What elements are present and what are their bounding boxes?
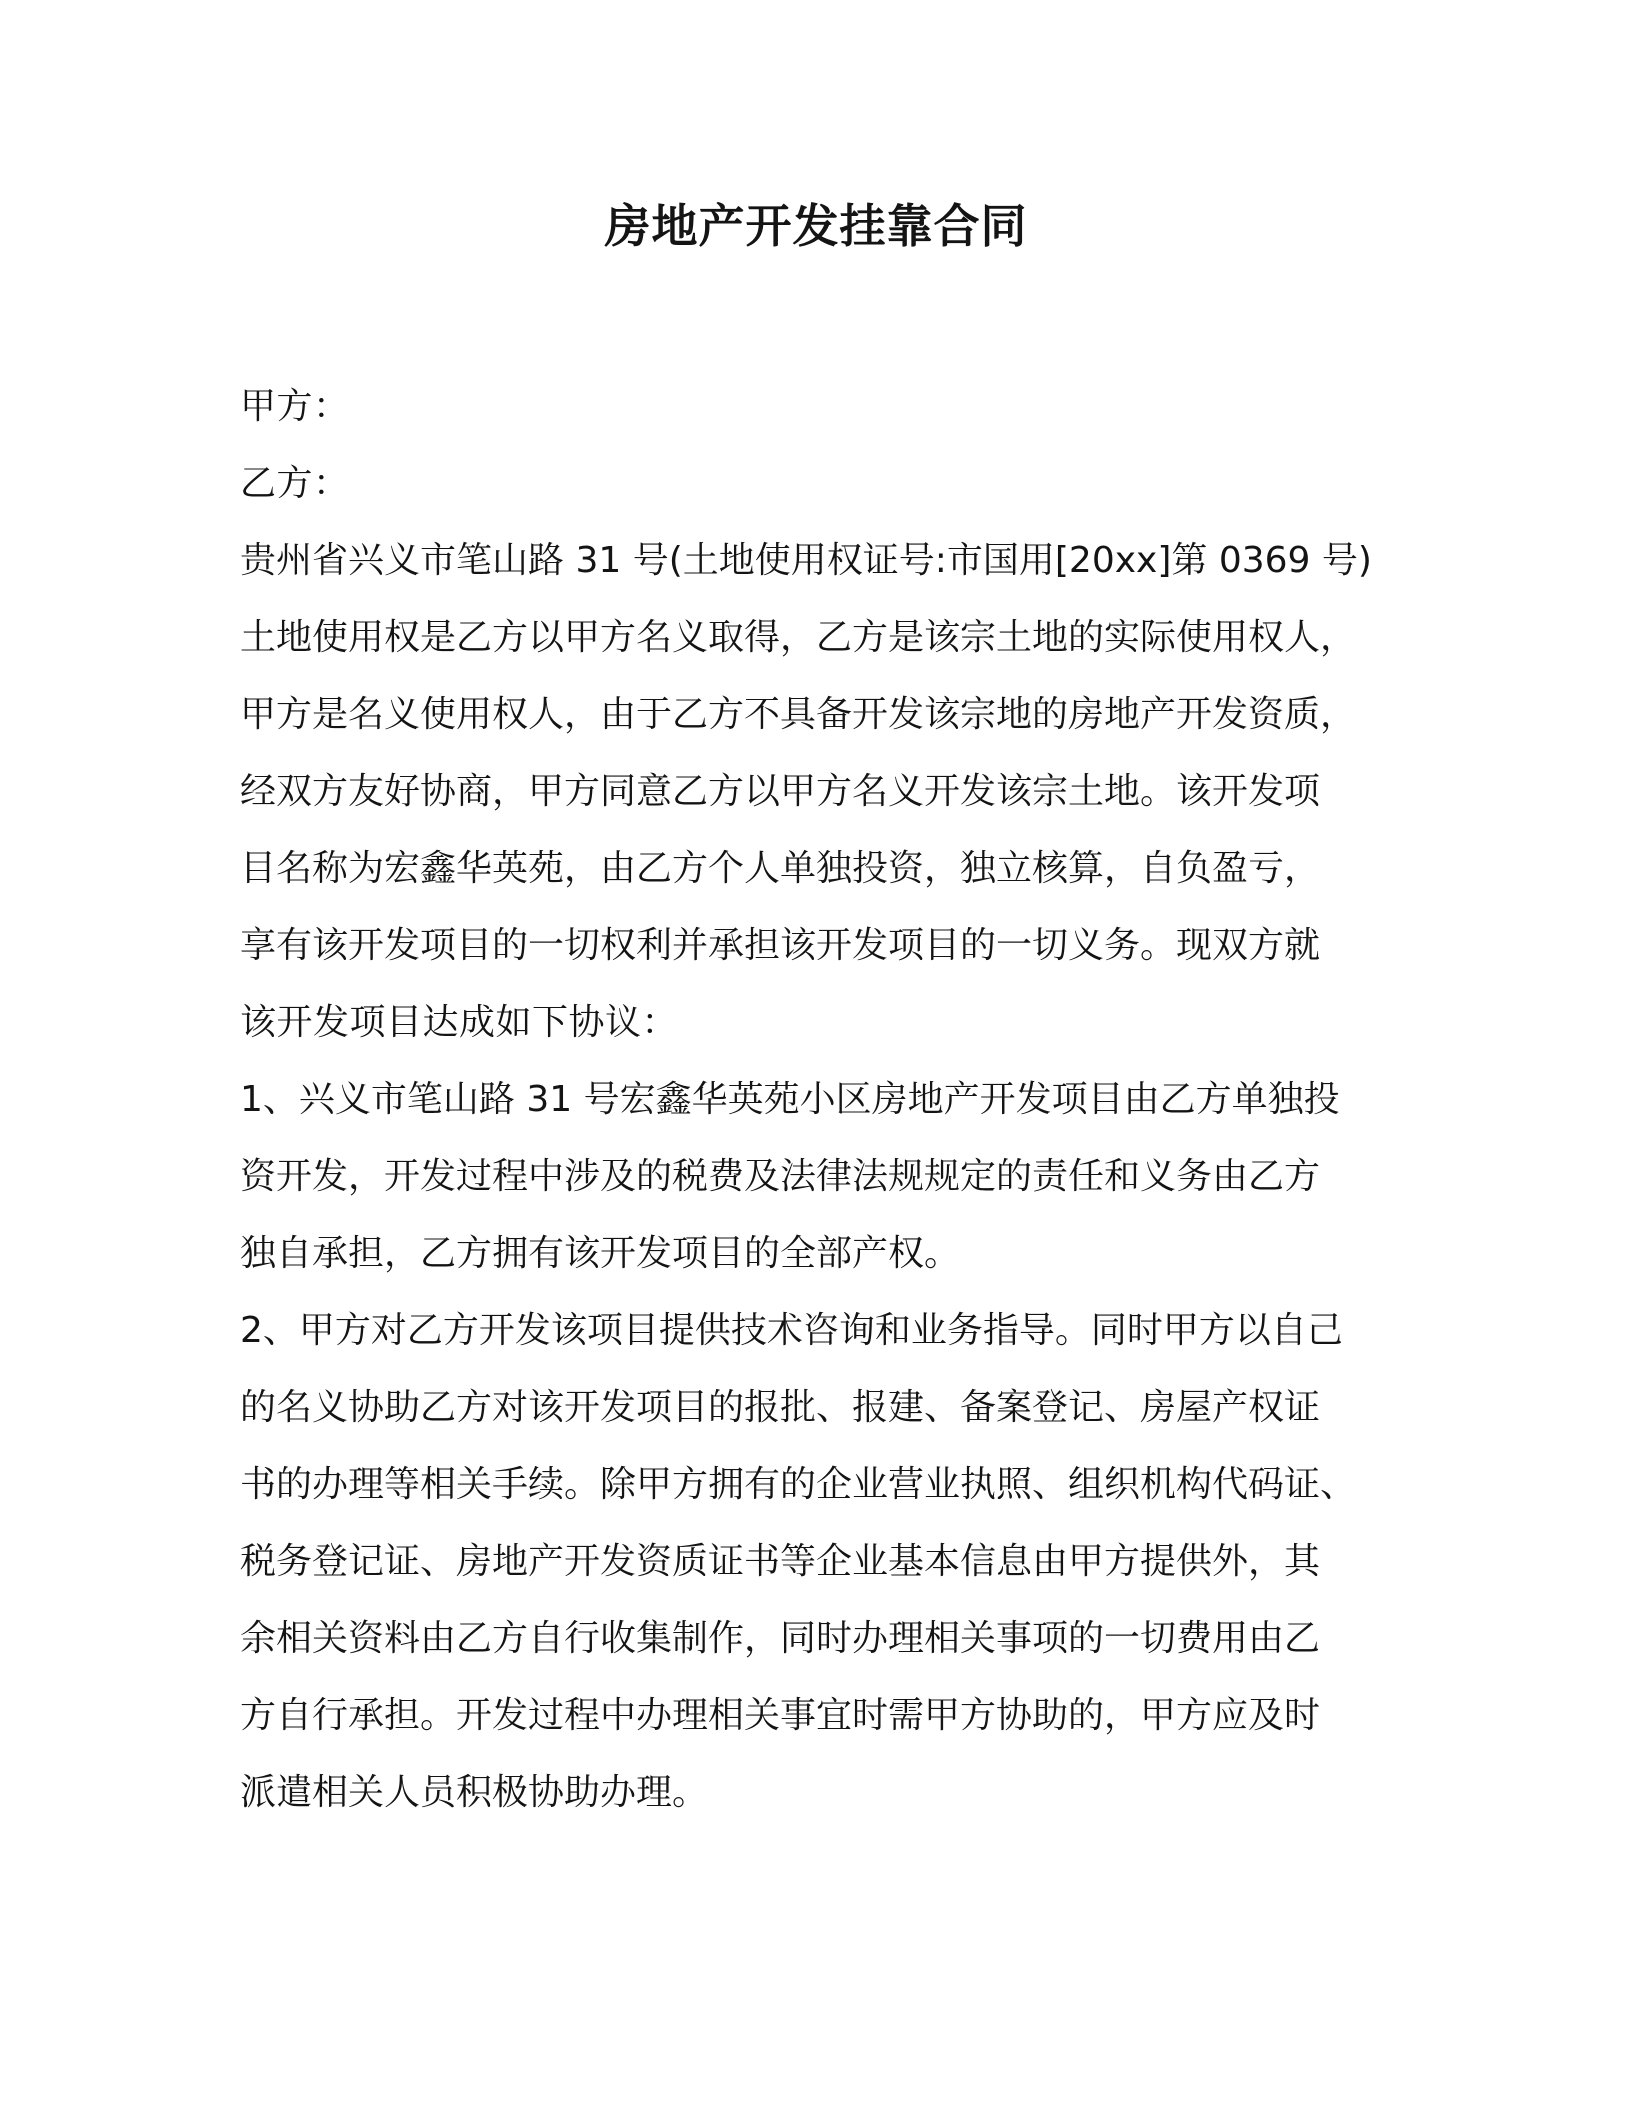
party-a-line: 甲方：	[240, 386, 350, 427]
text-line: 享有该开发项目的一切权利并承担该开发项目的一切义务。现双方就	[240, 925, 1321, 966]
document-title: 房地产开发挂靠合同	[604, 199, 1028, 253]
clause-1-line: 资开发，开发过程中涉及的税费及法律法规规定的责任和义务由乙方	[240, 1156, 1321, 1197]
clause-1-line: 独自承担，乙方拥有该开发项目的全部产权。	[240, 1233, 961, 1274]
clause-2-line: 的名义协助乙方对该开发项目的报批、报建、备案登记、房屋产权证	[240, 1387, 1321, 1428]
clause-2-line: 书的办理等相关手续。除甲方拥有的企业营业执照、组织机构代码证、	[240, 1464, 1357, 1505]
text-line: 土地使用权是乙方以甲方名义取得，乙方是该宗土地的实际使用权人，	[240, 617, 1357, 658]
text-line: 该开发项目达成如下协议：	[240, 1002, 679, 1043]
clause-2-line: 派遣相关人员积极协助办理。	[240, 1772, 709, 1813]
document-body	[240, 368, 1400, 1831]
clause-2-line: 余相关资料由乙方自行收集制作，同时办理相关事项的一切费用由乙	[240, 1618, 1321, 1659]
text-line: 甲方是名义使用权人，由于乙方不具备开发该宗地的房地产开发资质，	[240, 694, 1357, 735]
text-line: 经双方友好协商，甲方同意乙方以甲方名义开发该宗土地。该开发项	[240, 771, 1321, 812]
text-line: 贵州省兴义市笔山路 31 号(土地使用权证号:市国用[20xx]第 0369 号)	[240, 540, 1372, 581]
clause-2-line: 方自行承担。开发过程中办理相关事宜时需甲方协助的，甲方应及时	[240, 1695, 1321, 1736]
clause-2-line: 税务登记证、房地产开发资质证书等企业基本信息由甲方提供外，其	[240, 1541, 1321, 1582]
text-line: 目名称为宏鑫华英苑，由乙方个人单独投资，独立核算，自负盈亏，	[240, 848, 1321, 889]
clause-1-line: 1、兴义市笔山路 31 号宏鑫华英苑小区房地产开发项目由乙方单独投	[240, 1079, 1340, 1120]
clause-2-line: 2、甲方对乙方开发该项目提供技术咨询和业务指导。同时甲方以自己	[240, 1310, 1343, 1351]
party-b-line: 乙方：	[240, 463, 350, 504]
